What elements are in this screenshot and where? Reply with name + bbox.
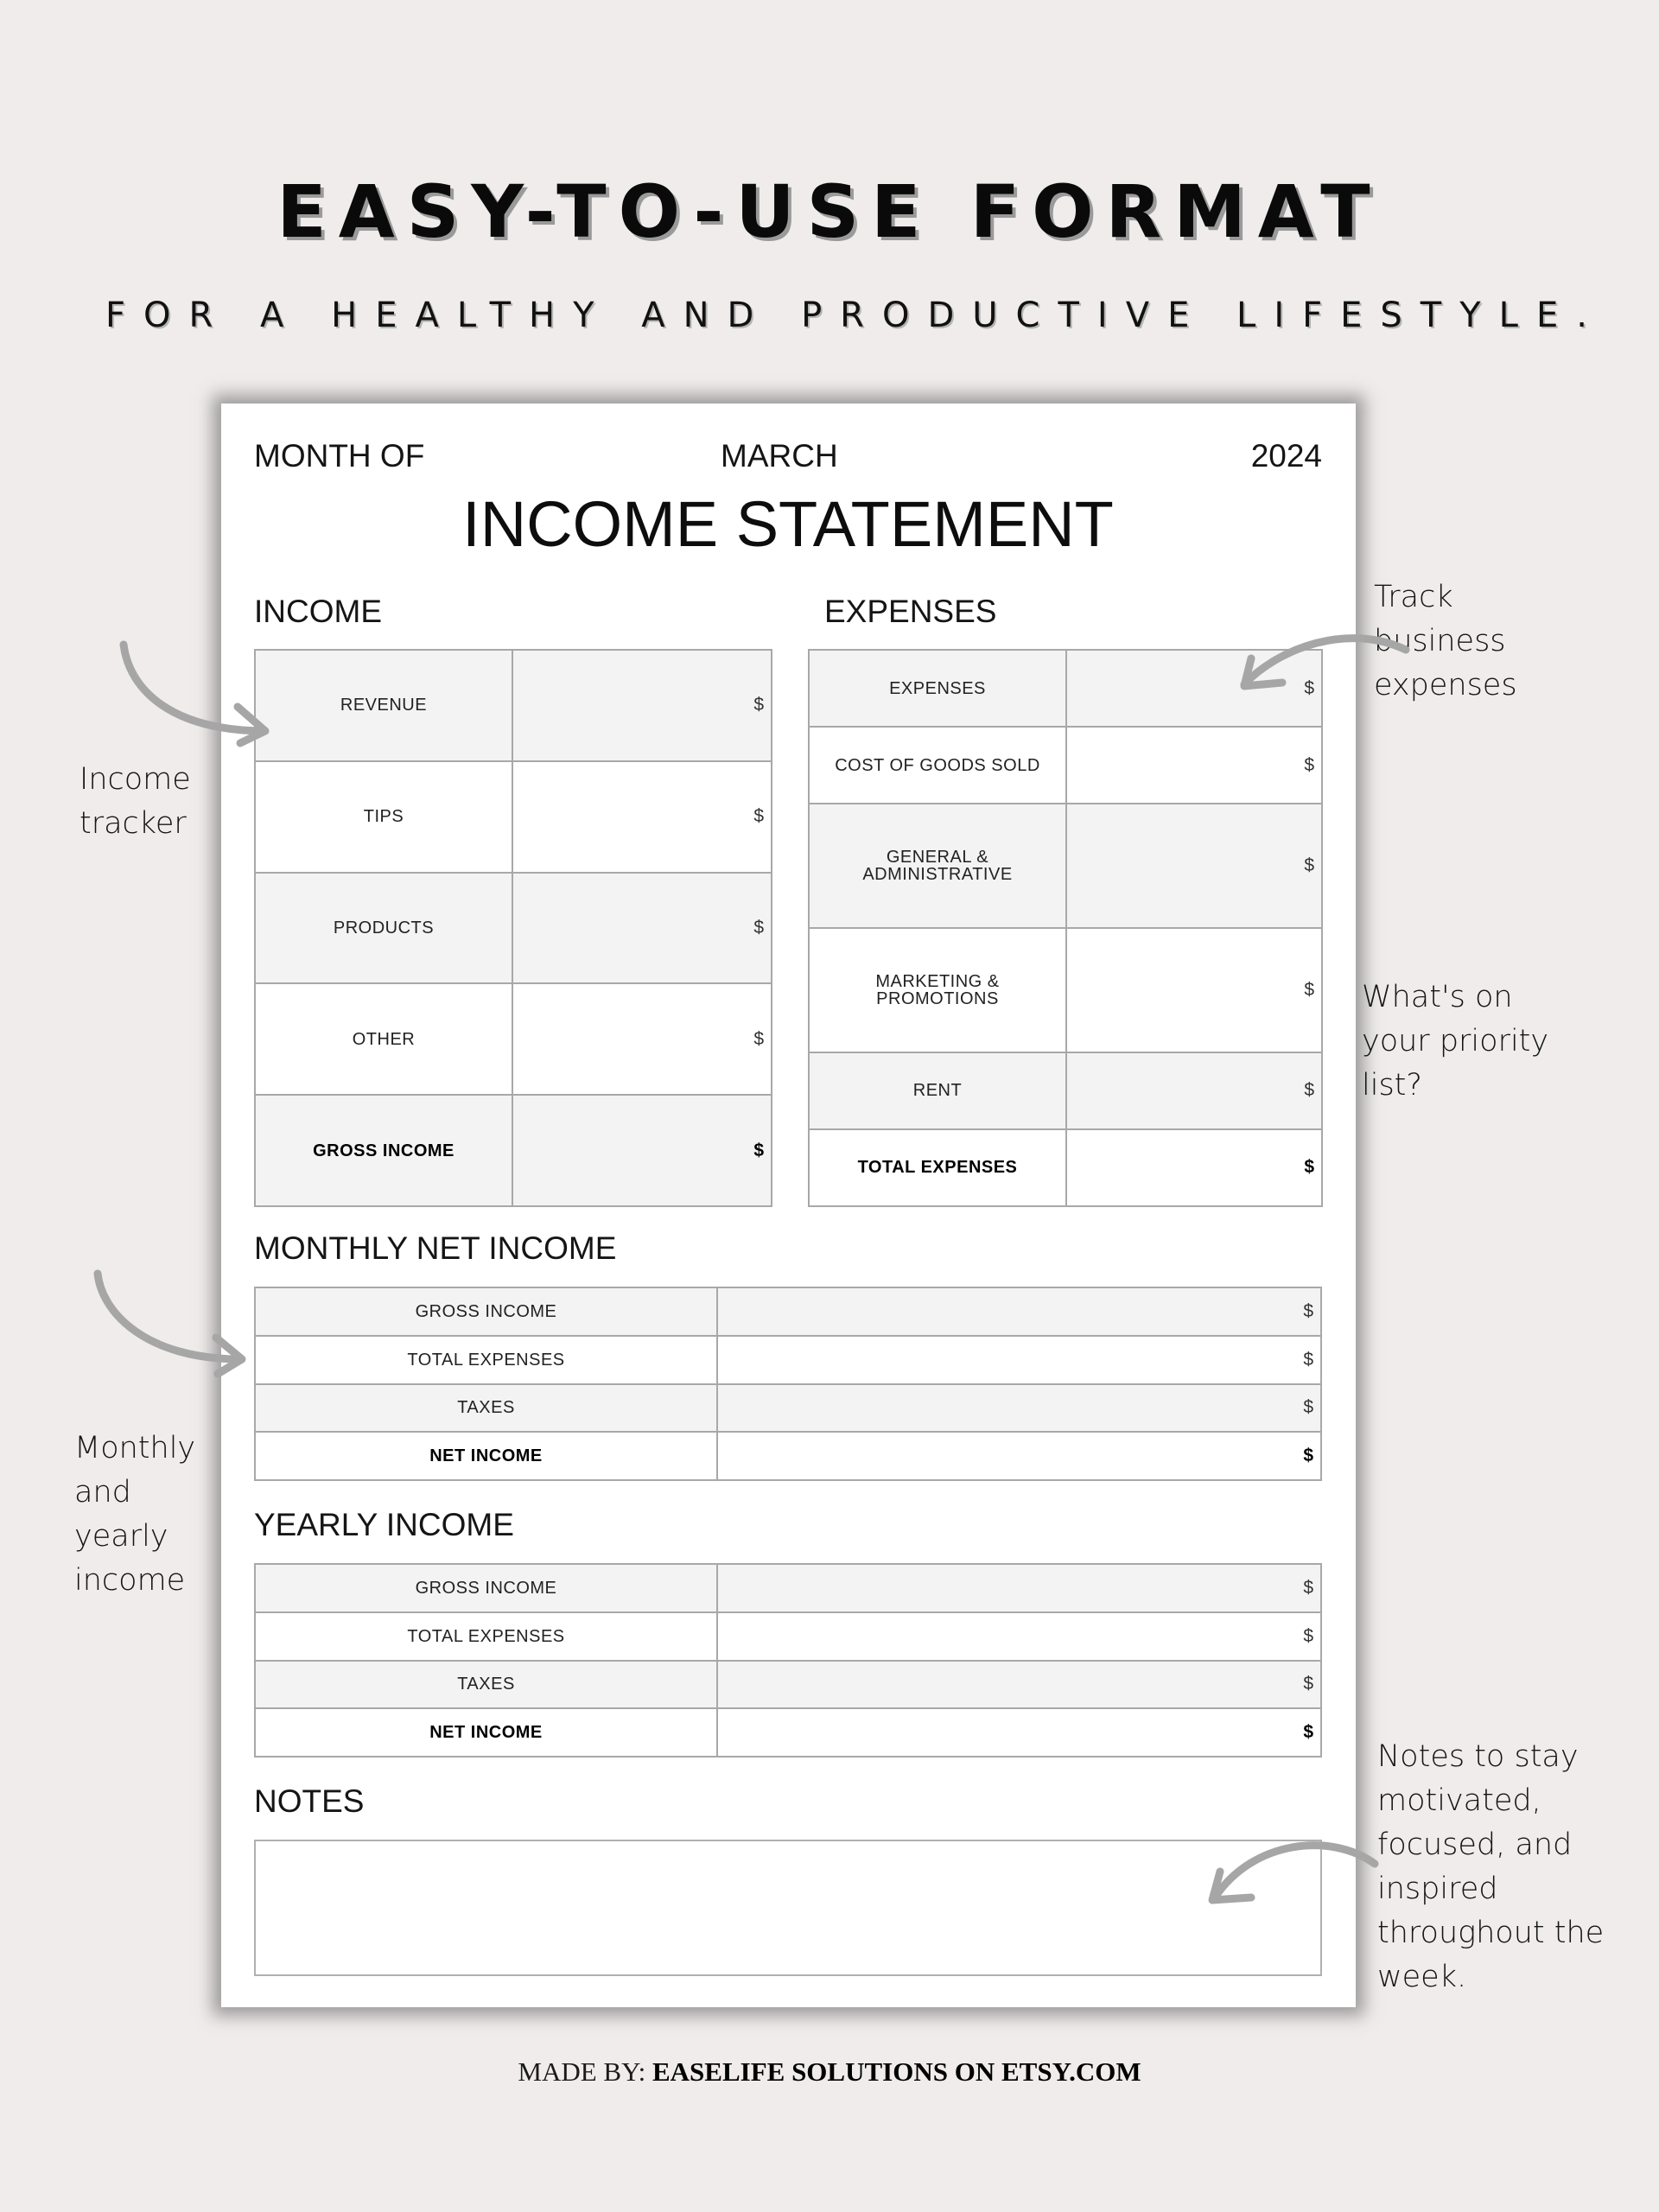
footer-credit — [0, 2056, 1659, 2088]
month-value[interactable]: MARCH — [721, 438, 838, 474]
yearly-taxes-field[interactable]: $ — [717, 1661, 1321, 1709]
footer-prefix: MADE BY: — [518, 2056, 652, 2087]
marketing-amount-field[interactable]: $ — [1066, 928, 1322, 1052]
row-label-line: GENERAL & — [886, 848, 989, 868]
callout-line: week. — [1377, 1960, 1467, 1994]
sheet-title: INCOME STATEMENT — [462, 488, 1114, 560]
other-amount-field[interactable]: $ — [512, 983, 772, 1095]
callout-line: Notes to stay — [1377, 1739, 1579, 1774]
yearly-gross-income-field[interactable]: $ — [717, 1564, 1321, 1612]
yearly-total-expenses-field[interactable]: $ — [717, 1612, 1321, 1661]
income-heading: INCOME — [254, 594, 382, 629]
row-label: TIPS — [255, 761, 512, 873]
callout-line: What's on — [1362, 980, 1513, 1014]
row-label: NET INCOME — [255, 1708, 717, 1757]
revenue-amount-field[interactable]: $ — [512, 650, 772, 761]
products-amount-field[interactable]: $ — [512, 873, 772, 984]
gross-income-amount-field[interactable]: $ — [512, 1095, 772, 1206]
row-label: GROSS INCOME — [255, 1095, 512, 1206]
callout-line: list? — [1362, 1068, 1422, 1103]
row-label: GROSS INCOME — [255, 1564, 717, 1612]
curved-arrow-icon — [98, 1274, 240, 1359]
notes-heading: NOTES — [254, 1783, 365, 1819]
curved-arrow-icon — [1244, 639, 1406, 684]
row-label: RENT — [809, 1052, 1066, 1129]
callout-line: focused, and — [1377, 1827, 1573, 1862]
callout-line: and — [74, 1475, 131, 1510]
year-value[interactable]: 2024 — [1250, 438, 1322, 474]
general-admin-amount-field[interactable]: $ — [1066, 804, 1322, 928]
yearly-income-heading: YEARLY INCOME — [254, 1507, 514, 1542]
row-label: GROSS INCOME — [255, 1287, 717, 1336]
row-label: TOTAL EXPENSES — [255, 1336, 717, 1384]
row-label-line: ADMINISTRATIVE — [862, 865, 1013, 885]
row-label: PRODUCTS — [255, 873, 512, 984]
monthly-net-income-heading: MONTHLY NET INCOME — [254, 1230, 617, 1266]
month-label: MONTH OF — [254, 438, 425, 474]
row-label: COST OF GOODS SOLD — [809, 727, 1066, 804]
callout-line: Track — [1374, 580, 1453, 614]
total-expenses-amount-field[interactable]: $ — [1066, 1129, 1322, 1206]
arrowhead-icon — [238, 707, 265, 743]
row-label: TOTAL EXPENSES — [255, 1612, 717, 1661]
row-label: TOTAL EXPENSES — [809, 1129, 1066, 1206]
cogs-amount-field[interactable]: $ — [1066, 727, 1322, 804]
subheadline: FOR A HEALTHY AND PRODUCTIVE LIFESTYLE. — [105, 296, 1605, 335]
monthly-gross-income-field[interactable]: $ — [717, 1287, 1321, 1336]
row-label: EXPENSES — [809, 650, 1066, 727]
callout-line: inspired — [1377, 1872, 1498, 1906]
rent-amount-field[interactable]: $ — [1066, 1052, 1322, 1129]
row-label: REVENUE — [255, 650, 512, 761]
yearly-net-income-field[interactable]: $ — [717, 1708, 1321, 1757]
curved-arrow-icon — [1215, 1846, 1375, 1897]
tips-amount-field[interactable]: $ — [512, 761, 772, 873]
callout-line: your priority — [1362, 1024, 1549, 1058]
headline: EASY-TO-USE FORMAT — [276, 169, 1382, 254]
callout-line: income — [74, 1563, 186, 1598]
monthly-net-income-field[interactable]: $ — [717, 1432, 1321, 1480]
callout-line: Monthly — [74, 1431, 196, 1465]
callout-line: Income — [79, 762, 191, 797]
row-label-line: PROMOTIONS — [876, 988, 999, 1008]
monthly-taxes-field[interactable]: $ — [717, 1384, 1321, 1433]
row-label-line: MARKETING & — [875, 971, 1000, 991]
callout-line: expenses — [1374, 668, 1517, 702]
monthly-total-expenses-field[interactable]: $ — [717, 1336, 1321, 1384]
expenses-heading: EXPENSES — [824, 594, 997, 629]
callout-line: throughout the — [1377, 1916, 1605, 1950]
row-label: TAXES — [255, 1384, 717, 1433]
callout-line: tracker — [79, 806, 187, 841]
callout-line: yearly — [74, 1519, 168, 1554]
callout-line: business — [1374, 624, 1506, 658]
expenses-amount-field[interactable]: $ — [1066, 650, 1322, 727]
row-label: OTHER — [255, 983, 512, 1095]
footer-brand: EASELIFE SOLUTIONS ON ETSY.COM — [652, 2056, 1141, 2087]
row-label: TAXES — [255, 1661, 717, 1709]
row-label: NET INCOME — [255, 1432, 717, 1480]
curved-arrow-icon — [124, 645, 264, 731]
callout-line: motivated, — [1377, 1783, 1541, 1818]
